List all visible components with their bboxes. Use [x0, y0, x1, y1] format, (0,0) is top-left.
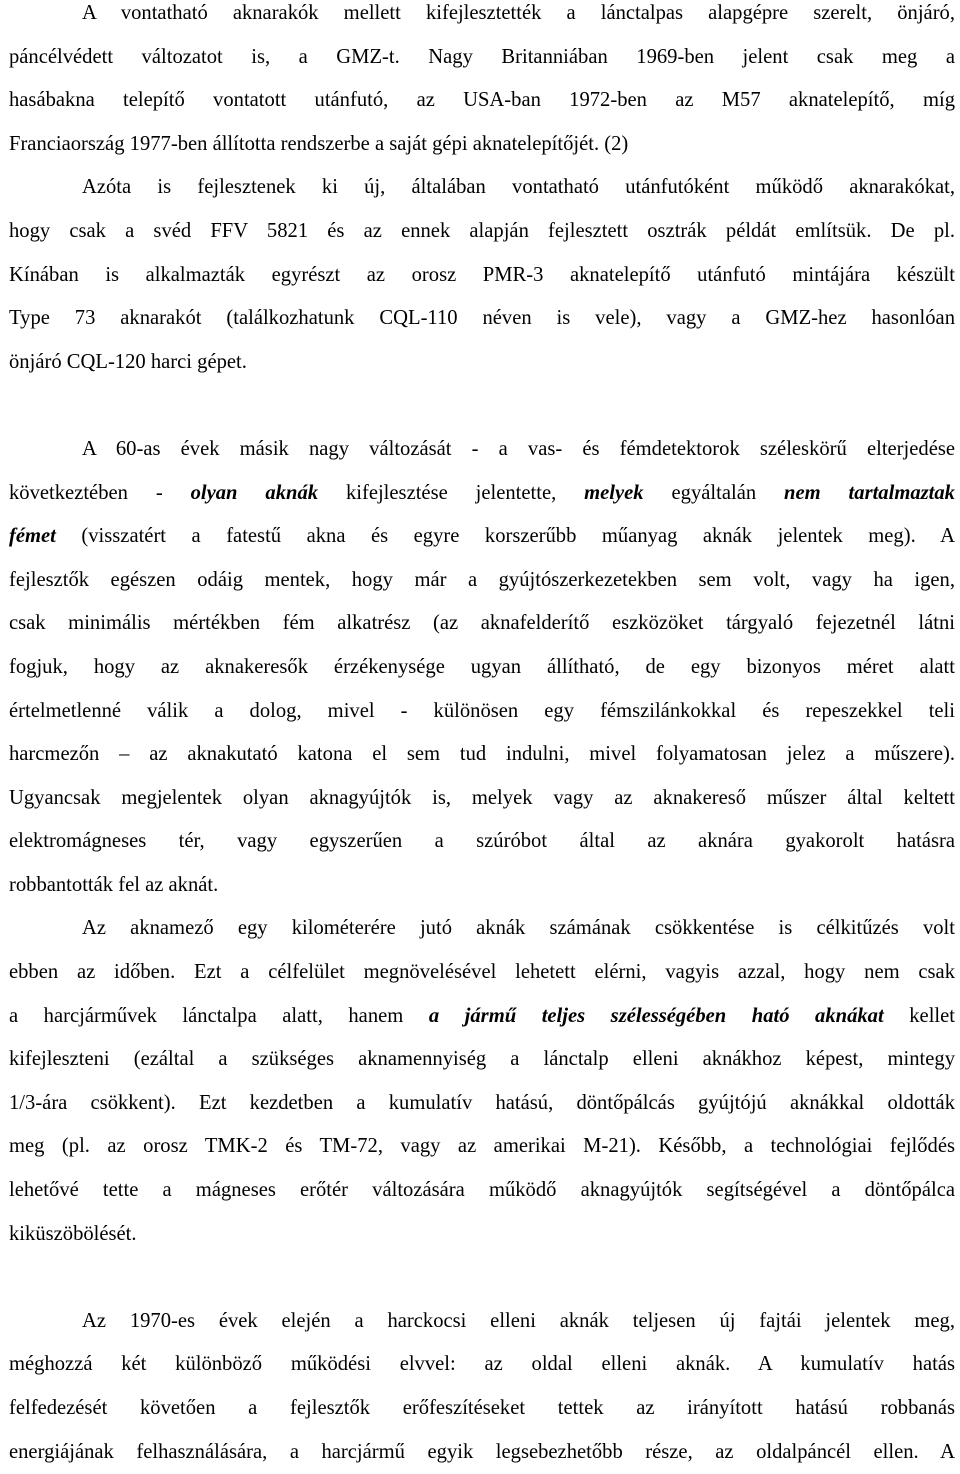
text-line: önjáró CQL-120 harci gépet.	[9, 350, 247, 373]
text-line: Type 73 aknarakót (találkozhatunk CQL-110 néven is vele), vagy a GMZ-hez hasonlóan	[9, 307, 955, 330]
text-line: ebben az időben. Ezt a célfelület megnövelésével lehetett elérni, vagyis azzal, hogy nem csak	[9, 961, 955, 984]
text-line: Azóta is fejlesztenek ki új, általában vontatható utánfutóként működő aknarakókat,	[82, 176, 955, 199]
paragraph-4	[9, 907, 955, 1256]
text-line: Kínában is alkalmazták egyrészt az orosz PMR-3 aknatelepítő utánfutó mintájára készült	[9, 263, 955, 286]
text-run: következtében -	[9, 481, 191, 504]
text-line: A 60-as évek másik nagy változását - a vas- és fémdetektorok széleskörű elterjedése	[82, 437, 955, 460]
text-line-emphasis	[9, 995, 955, 1039]
paragraph-5	[9, 1300, 955, 1474]
text-line: 1/3-ára csökkent). Ezt kezdetben a kumulatív hatású, döntőpálcás gyújtójú aknákkal oldották	[9, 1091, 955, 1114]
text-line: hasábakna telepítő vontatott utánfutó, az USA-ban 1972-ben az M57 aknatelepítő, míg	[9, 89, 955, 112]
document-page	[9, 0, 955, 1474]
text-line: elektromágneses tér, vagy egyszerűen a szúróbot által az aknára gyakorolt hatásra	[9, 830, 955, 853]
text-line: fejlesztők egészen odáig mentek, hogy már a gyújtószerkezetekben sem volt, vagy ha igen,	[9, 568, 955, 591]
text-line: felfedezését követően a fejlesztők erőfeszítéseket tettek az irányított hatású robbanás	[9, 1397, 955, 1419]
text-line: Az 1970-es évek elején a harckocsi elleni aknák teljesen új fajtái jelentek meg,	[82, 1309, 955, 1332]
paragraph-2	[9, 166, 955, 384]
text-line: fogjuk, hogy az aknakeresők érzékenysége ugyan állítható, de egy bizonyos méret alatt	[9, 655, 955, 678]
text-line: energiájának felhasználására, a harcjármű egyik legsebezhetőbb része, az oldalpáncél ellen. A	[9, 1440, 955, 1463]
paragraph-gap	[9, 1256, 955, 1300]
text-line: páncélvédett változatot is, a GMZ-t. Nagy Britanniában 1969-ben jelent csak meg a	[9, 45, 955, 68]
text-line: A vontatható aknarakók mellett kifejlesztették a lánctalpas alapgépre szerelt, önjáró,	[82, 2, 955, 24]
paragraph-gap	[9, 384, 955, 428]
text-run: kellet	[883, 1004, 955, 1027]
text-line: méghozzá két különböző működési elvvel: az oldal elleni aknák. A kumulatív hatás	[9, 1353, 955, 1376]
text-line: harcmezőn – az aknakutató katona el sem tud indulni, mivel folyamatosan jelez a műszere).	[9, 743, 955, 766]
text-run: kifejlesztése jelentette,	[318, 481, 585, 504]
text-line: értelmetlenné válik a dolog, mivel - különösen egy fémszilánkokkal és repeszekkel teli	[9, 699, 955, 722]
text-line: csak minimális mértékben fém alkatrész (az aknafelderítő eszközöket tárgyaló fejezetnél látni	[9, 612, 955, 635]
text-line: meg (pl. az orosz TMK-2 és TM-72, vagy az amerikai M-21). Később, a technológiai fejlődés	[9, 1135, 955, 1158]
text-line: robbantották fel az aknát.	[9, 873, 219, 896]
text-line: kiküszöbölését.	[9, 1222, 137, 1245]
emphasis-text: olyan aknák	[190, 481, 319, 504]
emphasis-text: melyek	[584, 481, 644, 504]
text-line: Ugyancsak megjelentek olyan aknagyújtók is, melyek vagy az aknakereső műszer által keltett	[9, 786, 955, 809]
text-line: hogy csak a svéd FFV 5821 és az ennek alapján fejlesztett osztrák példát említsük. De pl.	[9, 219, 955, 242]
emphasis-text: a jármű teljes szélességében ható aknákat	[428, 1004, 884, 1027]
text-line-emphasis	[9, 472, 955, 516]
emphasis-text: nem tartalmaztak	[784, 481, 955, 504]
text-line: Az aknamező egy kilométerére jutó aknák számának csökkentése is célkitűzés volt	[82, 917, 955, 940]
text-line: kifejleszteni (ezáltal a szükséges aknamennyiség a lánctalp elleni aknákhoz képest, mintegy	[9, 1048, 955, 1071]
text-run: egyáltalán	[643, 481, 785, 504]
paragraph-1	[9, 0, 955, 166]
text-line: lehetővé tette a mágneses erőtér változására működő aknagyújtók segítségével a döntőpálca	[9, 1179, 955, 1202]
paragraph-3	[9, 428, 955, 908]
text-line: Franciaország 1977-ben állította rendszerbe a saját gépi aknatelepítőjét. (2)	[9, 132, 629, 155]
emphasis-text: fémet	[9, 525, 56, 548]
text-line-emphasis	[9, 515, 955, 559]
text-run: (visszatért a fatestű akna és egyre korszerűbb műanyag aknák jelentek meg). A	[55, 525, 955, 548]
text-run: a harcjárművek lánctalpa alatt, hanem	[9, 1004, 429, 1027]
